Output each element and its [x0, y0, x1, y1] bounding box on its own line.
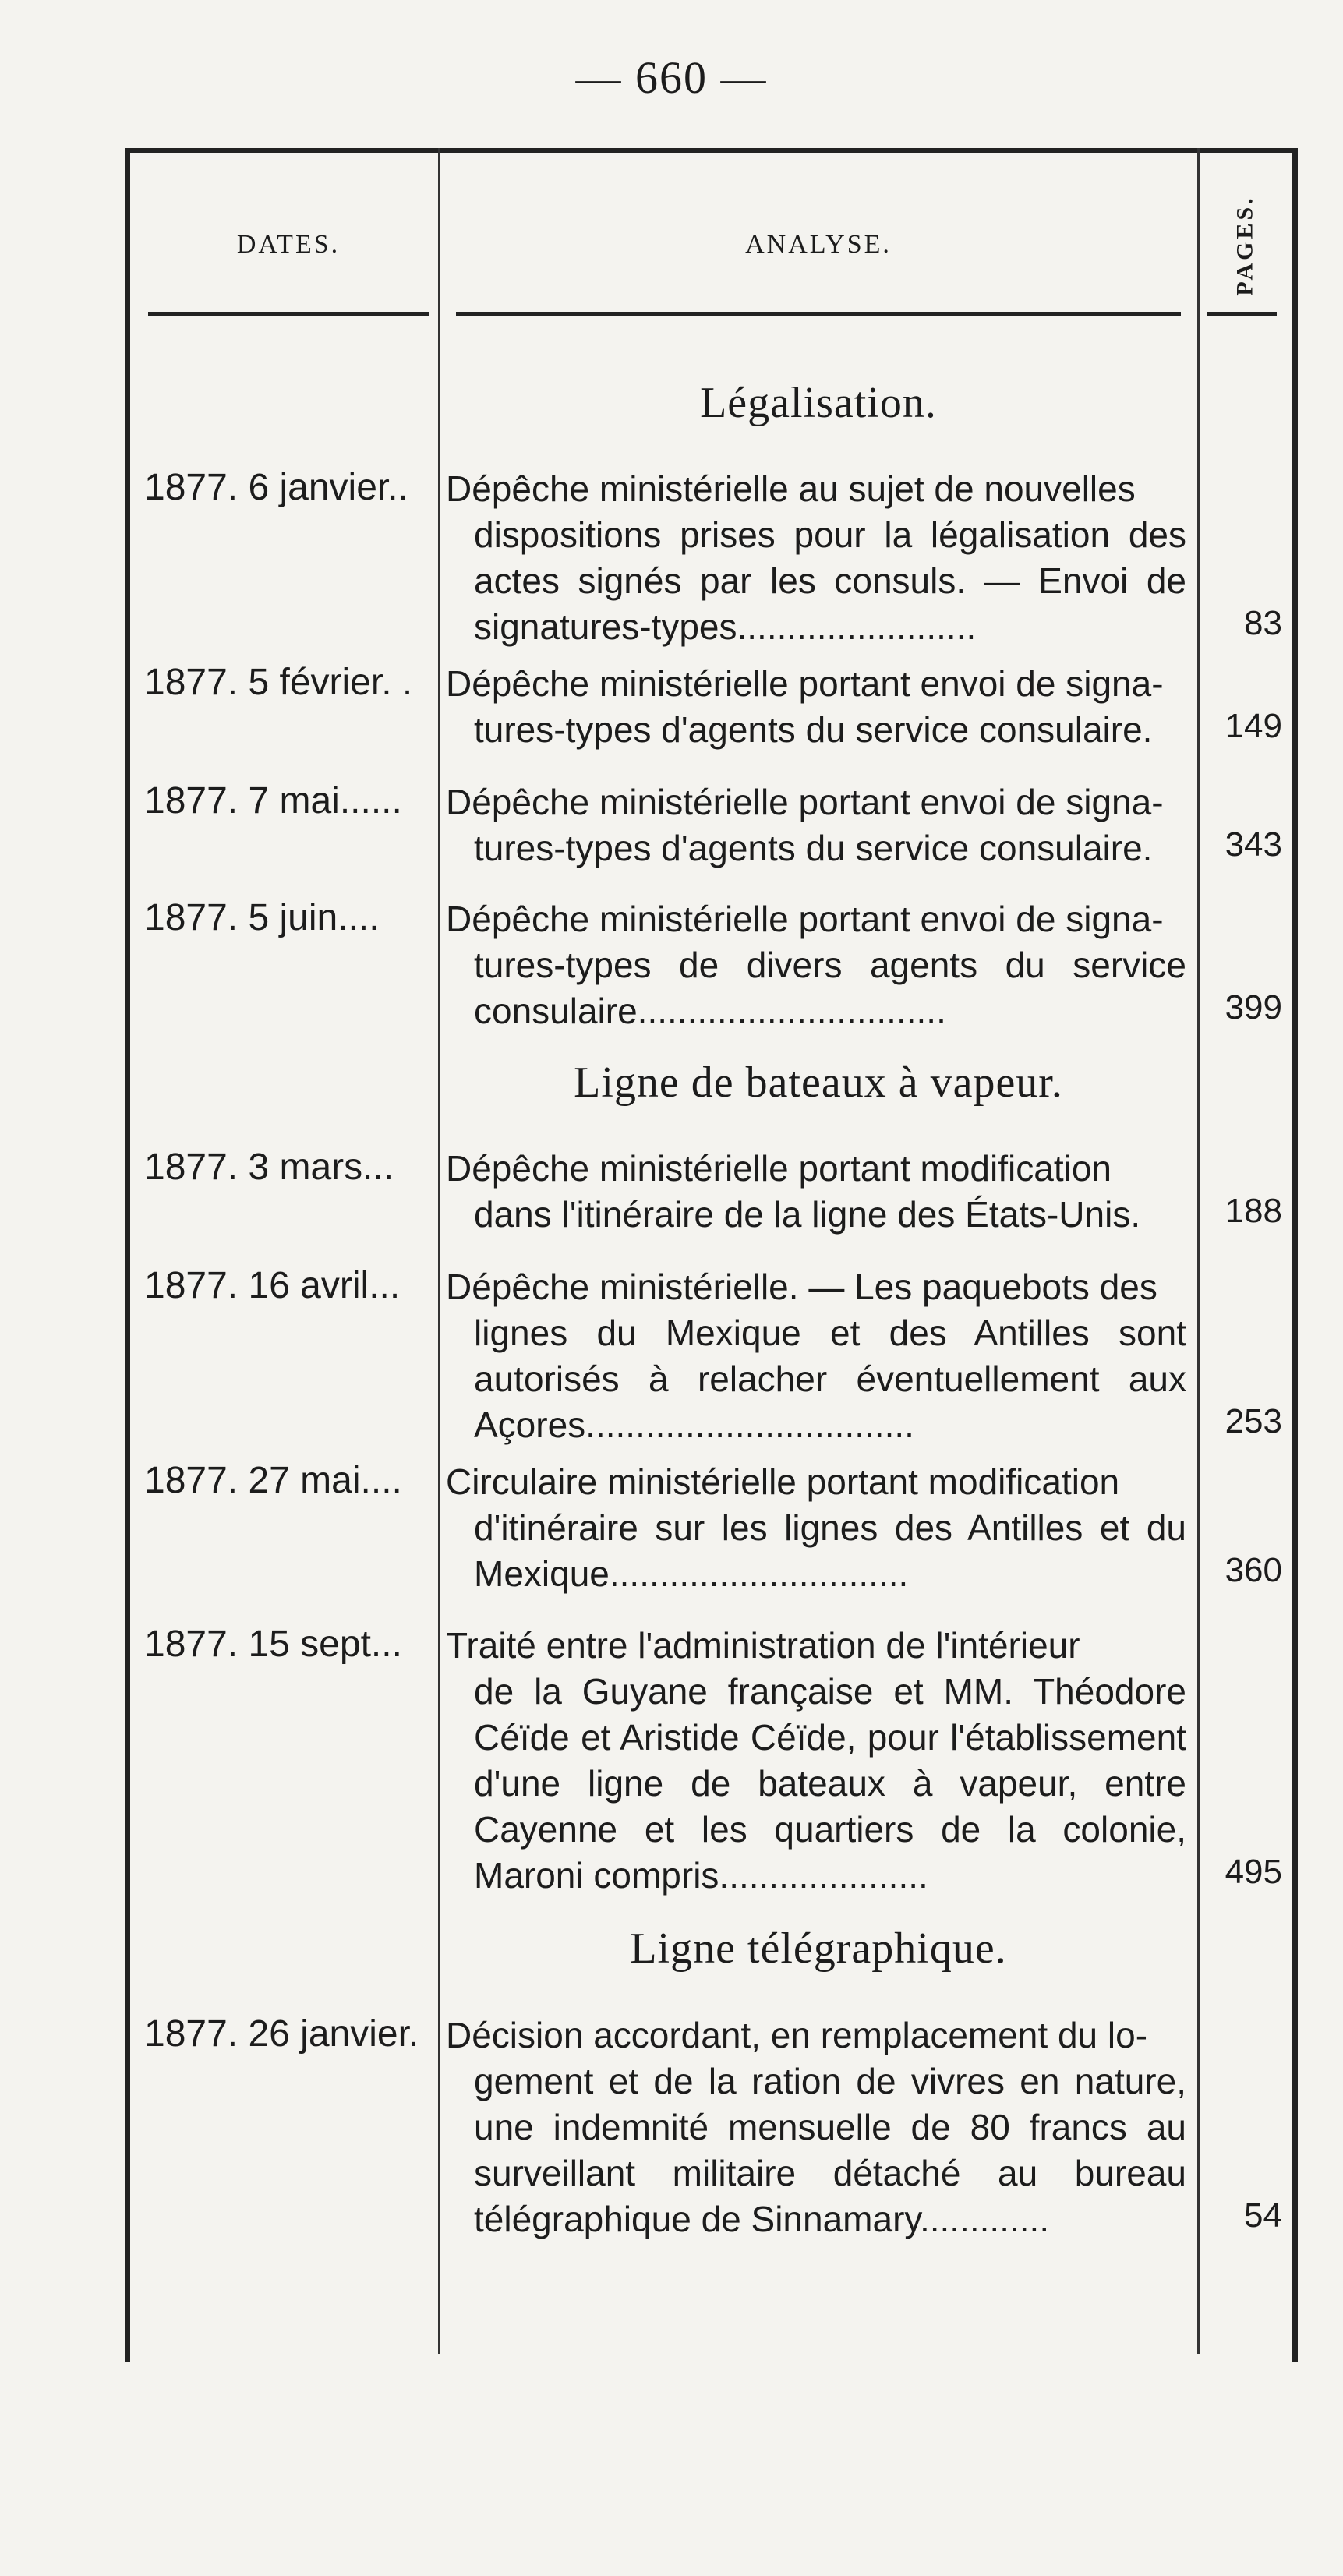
page-number: — 660 — [575, 52, 768, 103]
entry-date: 1877. 27 mai.... [144, 1460, 402, 1501]
column-divider-dates [438, 148, 440, 2354]
entry-text [446, 779, 1186, 871]
entry-text-first-line: Décision accordant, en remplacement du lo- [446, 2015, 1148, 2055]
entry-text [446, 1623, 1186, 1899]
entry-text-first-line: Traité entre l'administration de l'intérieur [446, 1625, 1080, 1666]
header-rule-analyse [456, 312, 1181, 316]
entry-text [446, 1264, 1186, 1448]
section-title: Légalisation. [700, 379, 937, 427]
entry-page: 83 [1244, 604, 1282, 642]
entry-date: 1877. 16 avril... [144, 1265, 401, 1306]
entry-text-continuation: tures-types d'agents du service consulaire. [474, 828, 1153, 868]
entry-text-continuation: gement et de la ration de vivres en nature, une indemnité mensuelle de 80 francs au surveillant militaire détaché au bureau télégraphique de Sinnamary............. [474, 2061, 1186, 2239]
entry-text-first-line: Dépêche ministérielle portant envoi de signa- [446, 663, 1164, 704]
section-title: Ligne télégraphique. [630, 1924, 1007, 1973]
entry-date: 1877. 5 juin.... [144, 897, 380, 938]
entry-text [446, 896, 1186, 1034]
entry-text-first-line: Circulaire ministérielle portant modification [446, 1461, 1120, 1502]
entry-text-continuation: lignes du Mexique et des Antilles sont autorisés à relacher éventuellement aux Açores................................. [474, 1313, 1186, 1445]
header-pages: PAGES. [1232, 195, 1259, 296]
entry-text-continuation: dispositions prises pour la légalisation des actes signés par les consuls. — Envoi de signatures-types........................ [474, 514, 1186, 647]
entry-page: 253 [1225, 1402, 1282, 1440]
entry-date: 1877. 3 mars... [144, 1147, 394, 1188]
entry-text [446, 2012, 1186, 2242]
entry-page: 343 [1225, 825, 1282, 864]
entry-date: 1877. 5 février. . [144, 662, 413, 703]
entry-text [446, 661, 1186, 753]
entry-text-continuation: tures-types d'agents du service consulaire. [474, 709, 1153, 750]
column-divider-pages [1197, 148, 1200, 2354]
entry-page: 54 [1244, 2196, 1282, 2235]
entry-text-continuation: de la Guyane française et MM. Théodore Céïde et Aristide Céïde, pour l'établissement d'une ligne de bateaux à vapeur, entre Cayenne et les quartiers de la colonie, Maroni compris..................... [474, 1671, 1186, 1896]
entry-date: 1877. 6 janvier.. [144, 467, 408, 508]
header-analyse: ANALYSE. [745, 230, 892, 259]
entry-date: 1877. 15 sept... [144, 1624, 402, 1665]
entry-date: 1877. 26 janvier. [144, 2013, 419, 2055]
entry-text-first-line: Dépêche ministérielle au sujet de nouvelles [446, 468, 1136, 509]
entry-text-first-line: Dépêche ministérielle portant modification [446, 1148, 1112, 1189]
entry-text [446, 1459, 1186, 1597]
entry-text [446, 466, 1186, 650]
entry-page: 188 [1225, 1192, 1282, 1230]
header-dates: DATES. [236, 230, 341, 259]
entry-text-first-line: Dépêche ministérielle portant envoi de signa- [446, 899, 1164, 939]
entry-text-first-line: Dépêche ministérielle. — Les paquebots des [446, 1267, 1157, 1307]
entry-text-continuation: tures-types de divers agents du service consulaire............................... [474, 945, 1186, 1031]
entry-page: 149 [1225, 707, 1282, 745]
entry-page: 399 [1225, 988, 1282, 1027]
entry-text [446, 1146, 1186, 1238]
entry-text-continuation: dans l'itinéraire de la ligne des États-Unis. [474, 1194, 1141, 1235]
entry-text-first-line: Dépêche ministérielle portant envoi de signa- [446, 782, 1164, 822]
entry-date: 1877. 7 mai...... [144, 780, 402, 822]
header-pages-cell [1207, 168, 1285, 323]
header-rule-dates [148, 312, 429, 316]
section-title: Ligne de bateaux à vapeur. [574, 1058, 1063, 1107]
entry-text-continuation: d'itinéraire sur les lignes des Antilles et du Mexique.............................. [474, 1507, 1186, 1594]
entry-page: 495 [1225, 1853, 1282, 1891]
header-rule-pages [1207, 312, 1277, 316]
entry-page: 360 [1225, 1551, 1282, 1589]
